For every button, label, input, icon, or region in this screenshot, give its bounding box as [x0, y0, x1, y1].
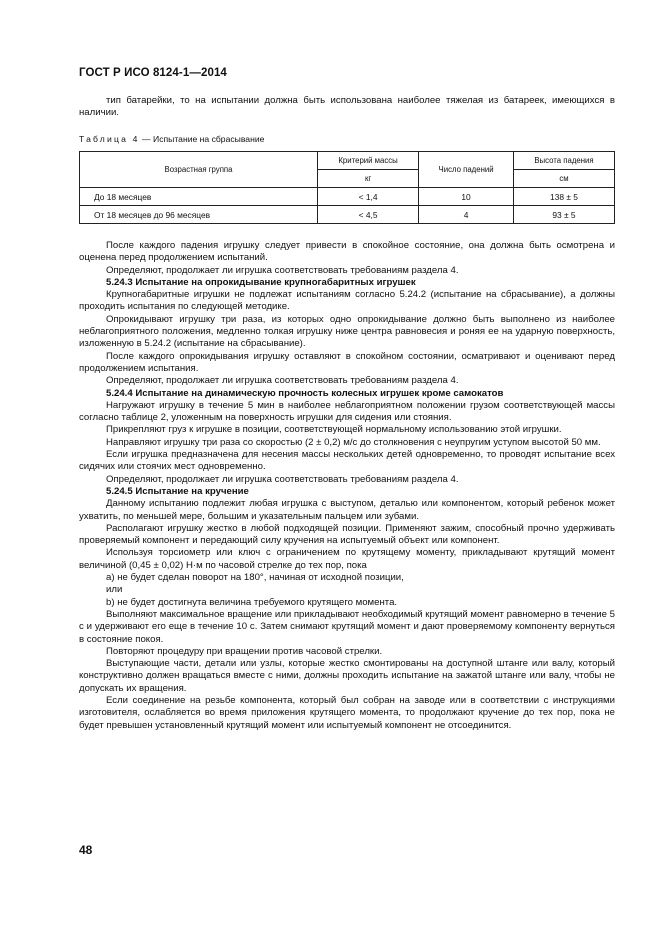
paragraph: Данному испытанию подлежит любая игрушка с выступом, деталью или компонентом, который ребенок может ухватить, по меньшей мере, большим и указательным пальцем или зубами. — [79, 498, 615, 522]
paragraph: Определяют, продолжает ли игрушка соответствовать требованиям раздела 4. — [106, 264, 459, 276]
paragraph: Определяют, продолжает ли игрушка соответствовать требованиям раздела 4. — [106, 375, 459, 387]
paragraph: Если соединение на резьбе компонента, который был собран на заводе или в соответствии с инструкциями изготовителя, ослабляется во время приложения крутящего момента, то продолжают кручение до тех пор, пока не будет превышен установленный крутящий момент или испытуемый компонент не отсоединится. — [79, 694, 615, 731]
document-header: ГОСТ Р ИСО 8124-1—2014 — [79, 67, 227, 79]
table-header-cell: Число падений — [419, 152, 514, 188]
intro-text — [79, 95, 615, 120]
paragraph: Выступающие части, детали или узлы, которые жестко смонтированы на доступной штанге или валу, который конструктивно должен вращаться вместе с ними, должны проходить испытание на зажатой штанге или валу, чтобы не допускать их вращения. — [79, 658, 615, 694]
table-header-row — [80, 152, 615, 170]
paragraph: Выполняют максимальное вращение или прикладывают необходимый крутящий момент равномерно в течение 5 с и удерживают его еще в течение 10 с. Затем снимают крутящий момент и дают проверяемому компоненту вернуться в состояние покоя. — [79, 608, 615, 645]
section-heading: 5.24.4 Испытание на динамическую прочность колесных игрушек кроме самокатов — [106, 387, 504, 399]
table-cell-drops: 10 — [419, 188, 514, 206]
section-heading: 5.24.3 Испытание на опрокидывание крупногабаритных игрушек — [106, 276, 416, 288]
paragraph: Крупногабаритные игрушки не подлежат испытаниям согласно 5.24.2 (испытание на сбрасывание), а должны проходить испытания по следующей методике. — [79, 289, 615, 313]
paragraph: Определяют, продолжает ли игрушка соответствовать требованиям раздела 4. — [106, 473, 459, 485]
table-header-cell: Критерий массы — [318, 152, 419, 170]
table-cell-age: От 18 месяцев до 96 месяцев — [80, 206, 318, 224]
paragraph: Если игрушка предназначена для несения массы нескольких детей одновременно, то проводят испытание всех сидячих или стоячих мест одновременно. — [79, 449, 615, 473]
table-header-cell: Возрастная группа — [80, 152, 318, 188]
table-unit-cell: кг — [318, 170, 419, 188]
table-caption-prefix: Таблица 4 — [79, 134, 140, 144]
paragraph: Используя торсиометр или ключ с ограничением по крутящему моменту, прикладывают крутящий момент величиной (0,45 ± 0,02) Н·м по часовой стрелке до тех пор, пока — [79, 547, 615, 571]
table-row — [80, 188, 615, 206]
table-row — [80, 206, 615, 224]
intro-paragraph: тип батарейки, то на испытании должна быть использована наиболее тяжелая из батареек, имеющихся в наличии. — [79, 95, 615, 119]
table-header-cell: Высота падения — [513, 152, 614, 170]
paragraph: После каждого падения игрушку следует привести в спокойное состояние, она должна быть осмотрена и оценена перед продолжением испытаний. — [79, 240, 615, 264]
drop-test-table — [79, 151, 615, 224]
paragraph: Повторяют процедуру при вращении против часовой стрелки. — [106, 645, 383, 657]
table-cell-height: 138 ± 5 — [513, 188, 614, 206]
table-cell-age: До 18 месяцев — [80, 188, 318, 206]
section-heading: 5.24.5 Испытание на кручение — [106, 485, 249, 497]
page-number: 48 — [79, 843, 93, 857]
paragraph: После каждого опрокидывания игрушку оставляют в спокойном состоянии, осматривают и оценивают перед продолжением испытания. — [79, 350, 615, 374]
list-item: b) не будет достигнута величина требуемого крутящего момента. — [106, 596, 398, 608]
paragraph: Прикрепляют груз к игрушке в позиции, соответствующей нормальному использованию этой игрушки. — [106, 424, 562, 436]
table-caption-title: — Испытание на сбрасывание — [139, 134, 265, 144]
paragraph: Опрокидывают игрушку три раза, из которых одно опрокидывание должно быть выполнено из наиболее неблагоприятного положения, медленно толкая игрушку ниже центра равновесия и роняя ее на ударную поверхность, изложенную в 5.24.2 (испытание на сбрасывание). — [79, 313, 615, 350]
table-cell-mass: < 1,4 — [318, 188, 419, 206]
table-cell-height: 93 ± 5 — [513, 206, 614, 224]
list-item: a) не будет сделан поворот на 180°, начиная от исходной позиции, — [106, 572, 404, 584]
table-unit-cell: см — [513, 170, 614, 188]
table-cell-mass: < 4,5 — [318, 206, 419, 224]
paragraph: Нагружают игрушку в течение 5 мин в наиболее неблагоприятном положении грузом соответствующей массы согласно таблице 2, уложенным на поверхность игрушки для сидения или стояния. — [79, 399, 615, 424]
paragraph: Располагают игрушку жестко в любой подходящей позиции. Применяют зажим, способный прочно удерживать проверяемый компонент и передающий силу кручения на испытуемый объект или компонент. — [79, 522, 615, 547]
main-text — [79, 240, 615, 732]
paragraph: Направляют игрушку три раза со скоростью (2 ± 0,2) м/с до столкновения с неупругим уступом высотой 50 мм. — [106, 436, 601, 448]
table-caption — [79, 134, 264, 144]
list-connector: или — [106, 584, 123, 596]
table-cell-drops: 4 — [419, 206, 514, 224]
